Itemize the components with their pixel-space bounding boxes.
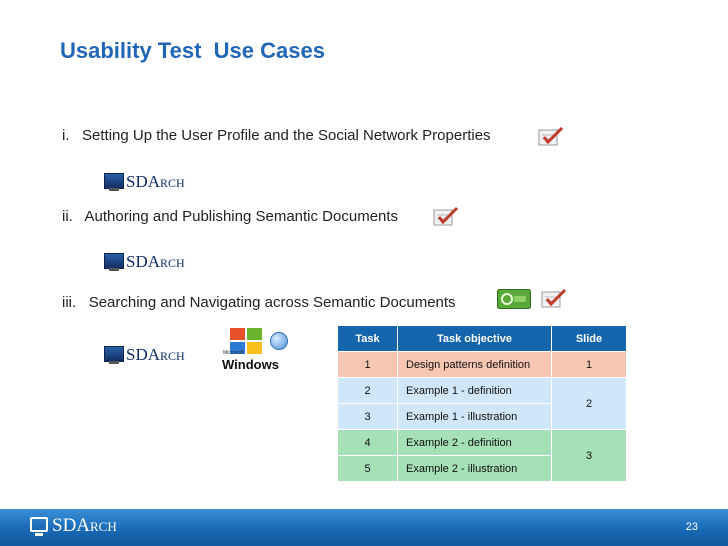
header-objective: Task objective bbox=[398, 326, 552, 352]
cell-slide: 3 bbox=[552, 430, 627, 482]
windows-small-text: Microsoft bbox=[223, 350, 244, 356]
cell-objective: Example 1 - illustration bbox=[398, 404, 552, 430]
cell-task: 3 bbox=[338, 404, 398, 430]
slide-title: Usability Test Use Cases bbox=[60, 38, 325, 63]
cell-objective: Design patterns definition bbox=[398, 352, 552, 378]
logo-main: SDA bbox=[52, 515, 91, 536]
logo-main: SDA bbox=[126, 252, 161, 271]
cell-slide: 2 bbox=[552, 378, 627, 430]
slide-footer bbox=[0, 509, 728, 546]
globe-icon bbox=[270, 332, 288, 350]
item-number: ii. bbox=[62, 208, 73, 225]
use-case-item-3 bbox=[62, 294, 456, 311]
feed-button-icon bbox=[497, 289, 531, 309]
cell-task: 5 bbox=[338, 456, 398, 482]
logo-suffix: RCH bbox=[160, 256, 185, 270]
table-header-row bbox=[338, 326, 627, 352]
monitor-icon bbox=[104, 173, 124, 189]
checklist-icon bbox=[541, 288, 567, 310]
item-text: Authoring and Publishing Semantic Documents bbox=[84, 208, 399, 225]
cell-task: 2 bbox=[338, 378, 398, 404]
monitor-icon bbox=[30, 517, 48, 532]
cell-objective: Example 1 - definition bbox=[398, 378, 552, 404]
windows-logo bbox=[220, 328, 290, 372]
cell-task: 1 bbox=[338, 352, 398, 378]
use-case-item-2 bbox=[62, 208, 398, 225]
table-row bbox=[338, 430, 627, 456]
logo-suffix: RCH bbox=[160, 349, 185, 363]
monitor-icon bbox=[104, 253, 124, 269]
header-slide: Slide bbox=[552, 326, 627, 352]
table-row bbox=[338, 378, 627, 404]
item-text: Searching and Navigating across Semantic Documents bbox=[88, 294, 456, 311]
header-task: Task bbox=[338, 326, 398, 352]
logo-main: SDA bbox=[126, 345, 161, 364]
sdarch-logo bbox=[104, 169, 194, 195]
cell-objective: Example 2 - illustration bbox=[398, 456, 552, 482]
logo-suffix: RCH bbox=[90, 519, 117, 534]
logo-main: SDA bbox=[126, 172, 161, 191]
sdarch-logo bbox=[104, 249, 194, 275]
sdarch-logo bbox=[104, 342, 194, 368]
task-table bbox=[337, 325, 627, 482]
monitor-icon bbox=[104, 346, 124, 362]
checklist-icon bbox=[538, 126, 564, 148]
cell-slide: 1 bbox=[552, 352, 627, 378]
item-number: iii. bbox=[62, 294, 77, 311]
cell-objective: Example 2 - definition bbox=[398, 430, 552, 456]
page-number: 23 bbox=[685, 521, 698, 533]
item-text: Setting Up the User Profile and the Social Network Properties bbox=[82, 127, 491, 144]
cell-task: 4 bbox=[338, 430, 398, 456]
windows-label: Windows bbox=[222, 357, 279, 372]
use-case-item-1 bbox=[62, 127, 491, 144]
logo-suffix: RCH bbox=[160, 176, 185, 190]
table-row bbox=[338, 352, 627, 378]
item-number: i. bbox=[62, 127, 70, 144]
checklist-icon bbox=[433, 206, 459, 228]
